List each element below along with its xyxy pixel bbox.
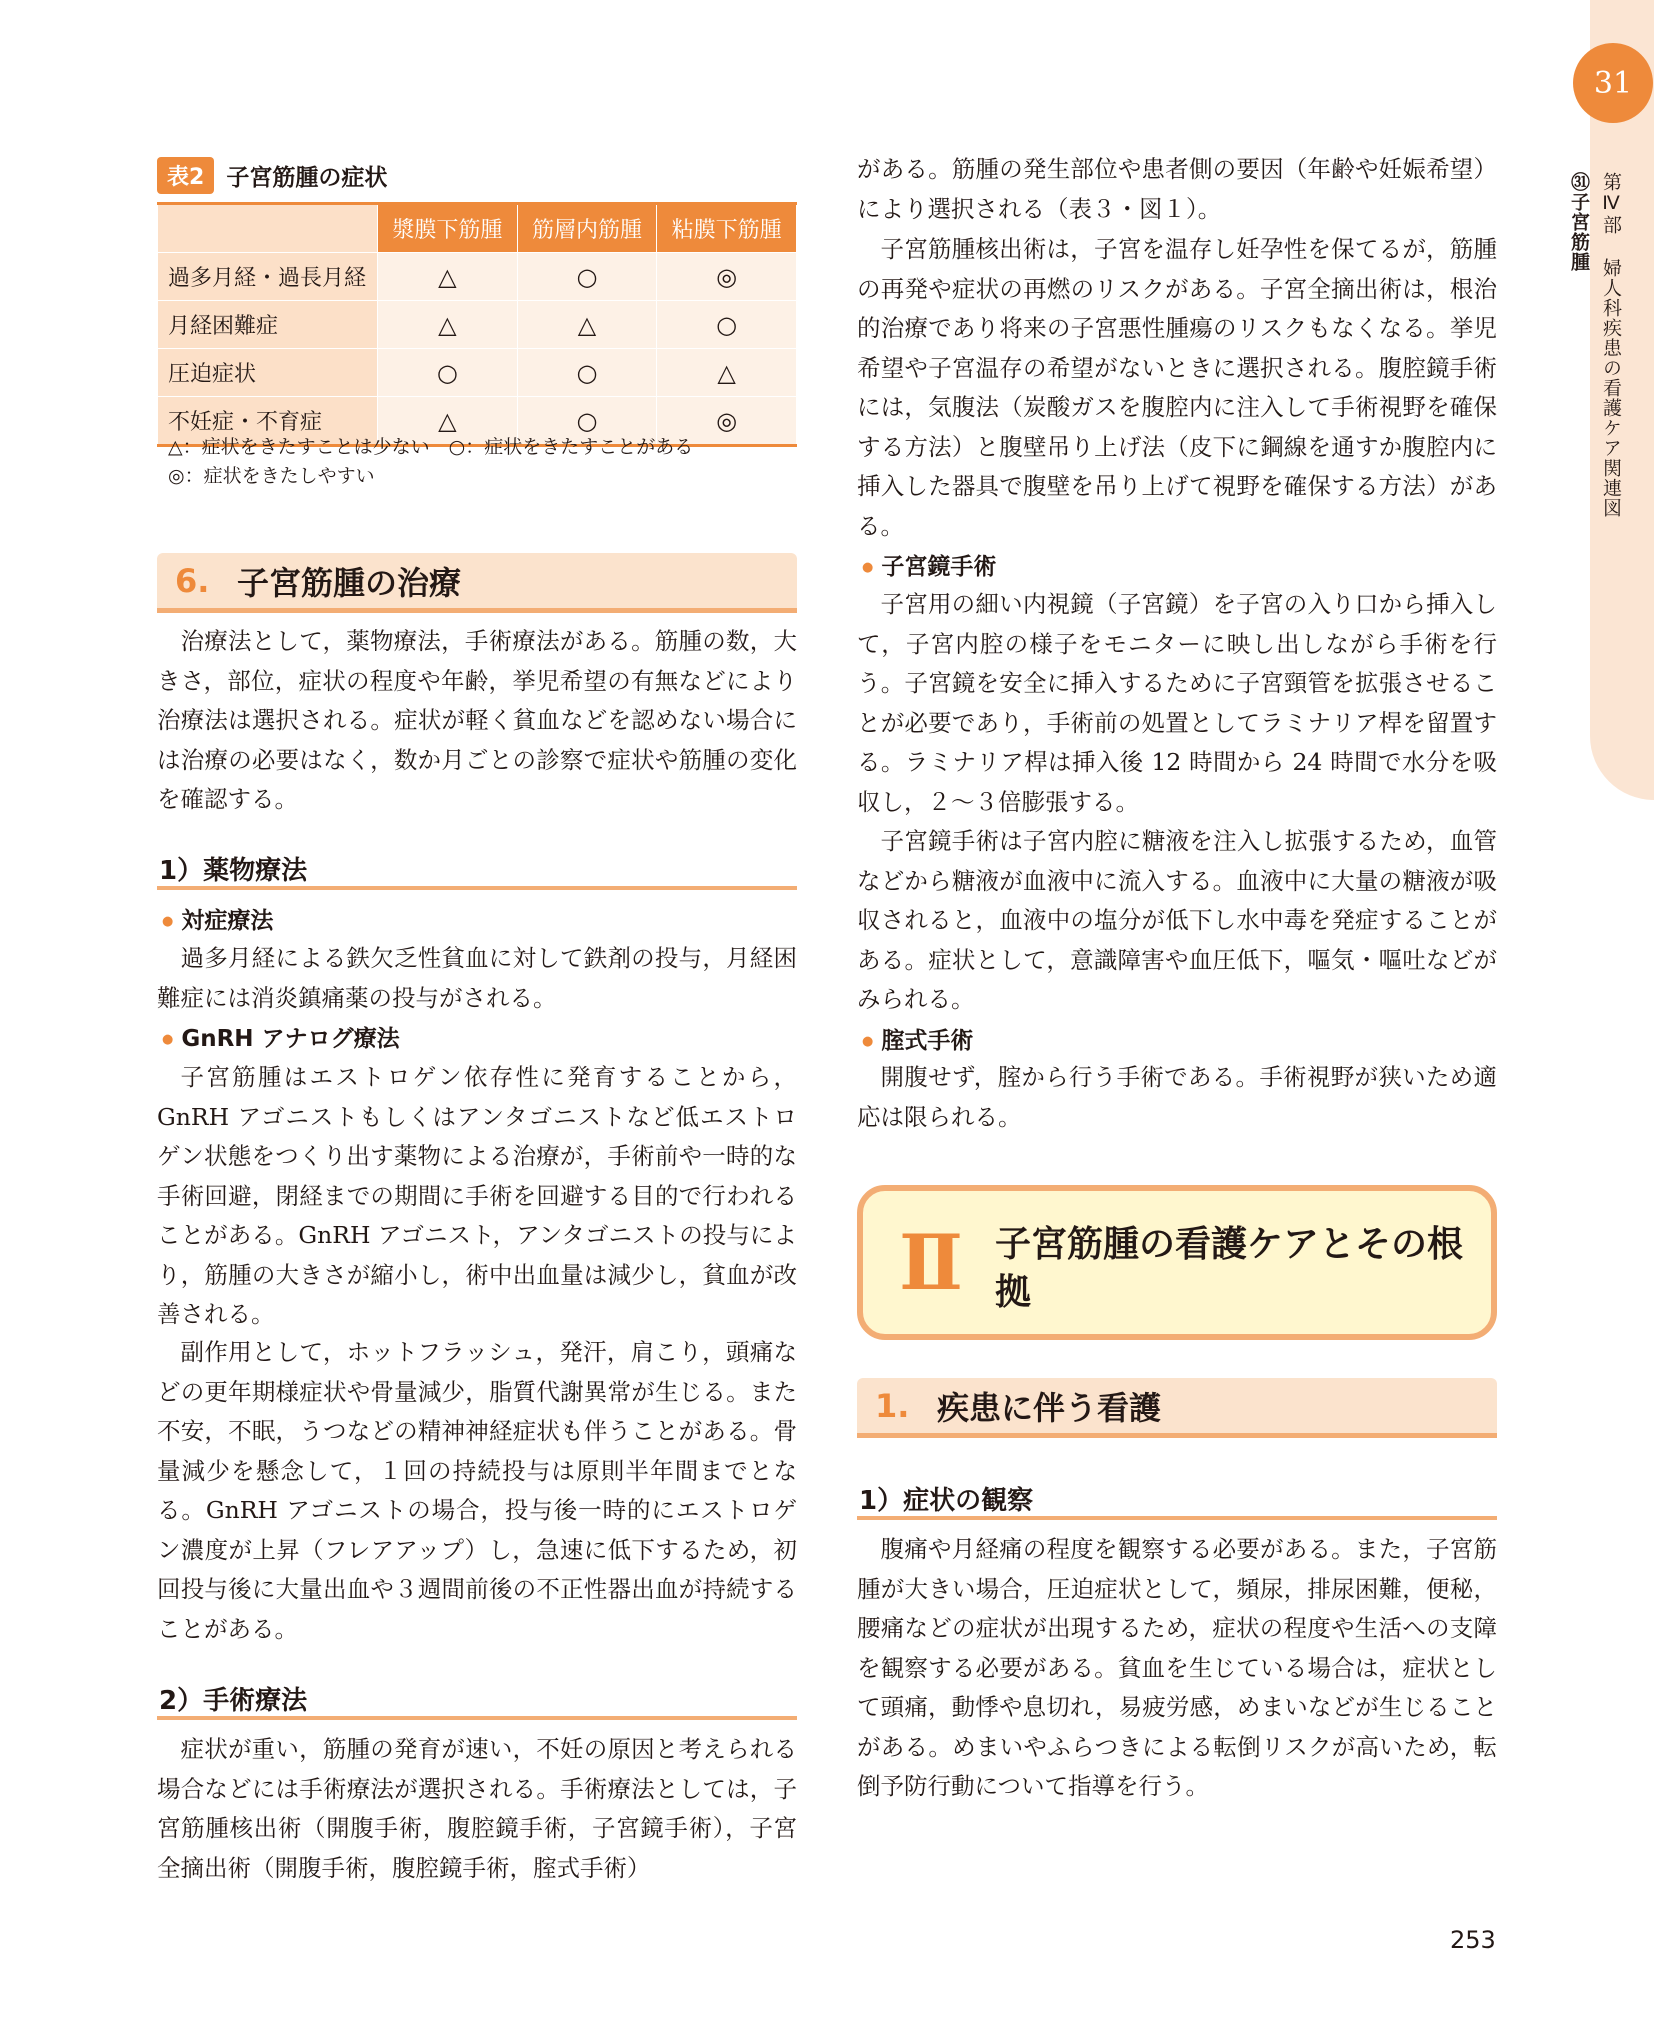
table-row xyxy=(158,301,797,349)
bullet-symptomatic: ● 対症療法 xyxy=(162,902,273,935)
surgery-text-1-cont: がある。筋腫の発生部位や患者側の要因（年齢や妊娠希望）により選択される（表３・図１）。 xyxy=(857,155,1497,223)
table-cell: ○ xyxy=(517,397,657,446)
chapter-title: 子宮筋腫の看護ケアとその根拠 xyxy=(995,1224,1464,1313)
surgery-text-1-part1: 症状が重い，筋腫の発育が速い，不妊の原因と考えられる場合などには手術療法が選択される。手術療法としては，子宮筋腫核出術（開腹手術，腹腔鏡手術，子宮鏡手術），子宮全摘出術（開腹手術，腹腔鏡手術，腟式手術） xyxy=(157,1735,797,1882)
surgery-text-2: 子宮筋腫核出術は，子宮を温存し妊孕性を保てるが，筋腫の再発や症状の再燃のリスクがある。子宮全摘出術は，根治的治療であり将来の子宮悪性腫瘍のリスクもなくなる。挙児希望や子宮温存の希望がないときに選択される。腹腔鏡手術には，気腹法（炭酸ガスを腹腔内に注入して手術視野を確保する方法）と腹壁吊り上げ法（皮下に鋼線を通すか腹腔内に挿入した器具で腹壁を吊り上げて視野を確保する方法）がある。 xyxy=(857,235,1497,540)
treatment-intro: 治療法として，薬物療法，手術療法がある。筋腫の数，大きさ，部位，症状の程度や年齢，挙児希望の有無などにより治療法は選択される。症状が軽く貧血などを認めない場合には治療の必要はなく，数か月ごとの診察で症状や筋腫の変化を確認する。 xyxy=(157,627,797,813)
table-cell: ◎ xyxy=(657,253,797,301)
row-header: 月経困難症 xyxy=(158,301,378,349)
gnrh-text-1: 子宮筋腫はエストロゲン依存性に発育することから，GnRH アゴニストもしくはアンタゴニストなど低エストロゲン状態をつくり出す薬物による治療が，手術前や一時的な手術回避，閉経までの期間に手術を回避する目的で行われることがある。GnRH アゴニスト，アンタゴニストの投与により，筋腫の大きさが縮小し，術中出血量は減少し，貧血が改善される。 xyxy=(157,1063,797,1328)
table-cell: △ xyxy=(378,301,518,349)
page-number: 253 xyxy=(1450,1926,1496,1954)
table-cell: ○ xyxy=(378,349,518,397)
column-header: 漿膜下筋腫 xyxy=(378,204,518,253)
observation-text: 腹痛や月経痛の程度を観察する必要がある。また，子宮筋腫が大きい場合，圧迫症状として，頻尿，排尿困難，便秘，腰痛などの症状が出現するため，症状の程度や生活への支障を観察する必要がある。貧血を生じている場合は，症状として頭痛，動悸や息切れ，易疲労感，めまいなどが生じることがある。めまいやふらつきによる転倒リスクが高いため，転倒予防行動について指導を行う。 xyxy=(857,1535,1497,1800)
symptomatic-text: 過多月経による鉄欠乏性貧血に対して鉄剤の投与，月経困難症には消炎鎮痛薬の投与がされる。 xyxy=(157,944,797,1012)
table-caption: 子宮筋腫の症状 xyxy=(226,164,388,191)
table-cell: △ xyxy=(517,301,657,349)
chapter-box xyxy=(857,1185,1497,1340)
table-row xyxy=(158,253,797,301)
part-label-vertical: 第Ⅳ部 婦人科疾患の看護ケア関連図 xyxy=(1600,172,1622,518)
table-cell: △ xyxy=(378,253,518,301)
table-title xyxy=(157,158,387,192)
section-title: 疾患に伴う看護 xyxy=(937,1388,1162,1427)
column-header: 筋層内筋腫 xyxy=(517,204,657,253)
bullet-vaginal-surgery: ● 腟式手術 xyxy=(862,1022,973,1055)
table-corner xyxy=(158,204,378,253)
table-legend xyxy=(168,433,693,491)
row-header: 過多月経・過長月経 xyxy=(158,253,378,301)
table-header-row xyxy=(158,204,797,253)
section-heading-treatment xyxy=(157,553,797,613)
row-header: 圧迫症状 xyxy=(158,349,378,397)
table-tag: 表2 xyxy=(157,157,214,194)
table-cell: ○ xyxy=(657,301,797,349)
hysteroscopy-text-2: 子宮鏡手術は子宮内腔に糖液を注入し拡張するため，血管などから糖液が血液中に流入する。血液中に大量の糖液が吸収されると，血液中の塩分が低下し水中毒を発症することがある。症状として，意識障害や血圧低下，嘔気・嘔吐などがみられる。 xyxy=(857,827,1497,1013)
section-number: 6. xyxy=(175,561,210,600)
legend-line: ◎：症状をきたしやすい xyxy=(168,465,375,487)
column-header: 粘膜下筋腫 xyxy=(657,204,797,253)
section-heading-nursing xyxy=(857,1378,1497,1438)
section-title: 子宮筋腫の治療 xyxy=(237,563,462,602)
bullet-hysteroscopy: ● 子宮鏡手術 xyxy=(862,548,996,581)
chapter-label-vertical: ㉛子宮筋腫 xyxy=(1568,172,1590,272)
table-cell: ◎ xyxy=(657,397,797,446)
table-cell: △ xyxy=(378,397,518,446)
bullet-gnrh: ● GnRH アナログ療法 xyxy=(162,1020,400,1053)
page-badge: 31 xyxy=(1573,43,1653,123)
table-row xyxy=(158,349,797,397)
subheading-observation: 1）症状の観察 xyxy=(857,1480,1497,1520)
subheading-surgery: 2）手術療法 xyxy=(157,1680,797,1720)
gnrh-text-2: 副作用として，ホットフラッシュ，発汗，肩こり，頭痛などの更年期様症状や骨量減少，脂質代謝異常が生じる。また不安，不眠，うつなどの精神神経症状も伴うことがある。骨量減少を懸念して，１回の持続投与は原則半年間までとなる。GnRH アゴニストの場合，投与後一時的にエストロゲン濃度が上昇（フレアアップ）し，急速に低下するため，初回投与後に大量出血や３週間前後の不正性器出血が持続することがある。 xyxy=(157,1338,797,1643)
section-number: 1. xyxy=(875,1386,910,1425)
table-cell: ○ xyxy=(517,349,657,397)
symptom-table xyxy=(157,202,797,447)
hysteroscopy-text-1: 子宮用の細い内視鏡（子宮鏡）を子宮の入り口から挿入して，子宮内腔の様子をモニターに映し出しながら手術を行う。子宮鏡を安全に挿入するために子宮頸管を拡張させることが必要であり，手術前の処置としてラミナリア桿を留置する。ラミナリア桿は挿入後 12 時間から 24 時間で水分を吸収し，２〜３倍膨張する。 xyxy=(857,590,1497,816)
subheading-drug-therapy: 1）薬物療法 xyxy=(157,850,797,890)
table-cell: ○ xyxy=(517,253,657,301)
chapter-roman-numeral: Ⅱ xyxy=(899,1218,964,1307)
table-cell: △ xyxy=(657,349,797,397)
legend-line: △：症状をきたすことは少ない ○：症状をきたすことがある xyxy=(168,436,694,458)
row-header: 不妊症・不育症 xyxy=(158,397,378,446)
vaginal-surgery-text: 開腹せず，腟から行う手術である。手術視野が狭いため適応は限られる。 xyxy=(857,1063,1497,1131)
